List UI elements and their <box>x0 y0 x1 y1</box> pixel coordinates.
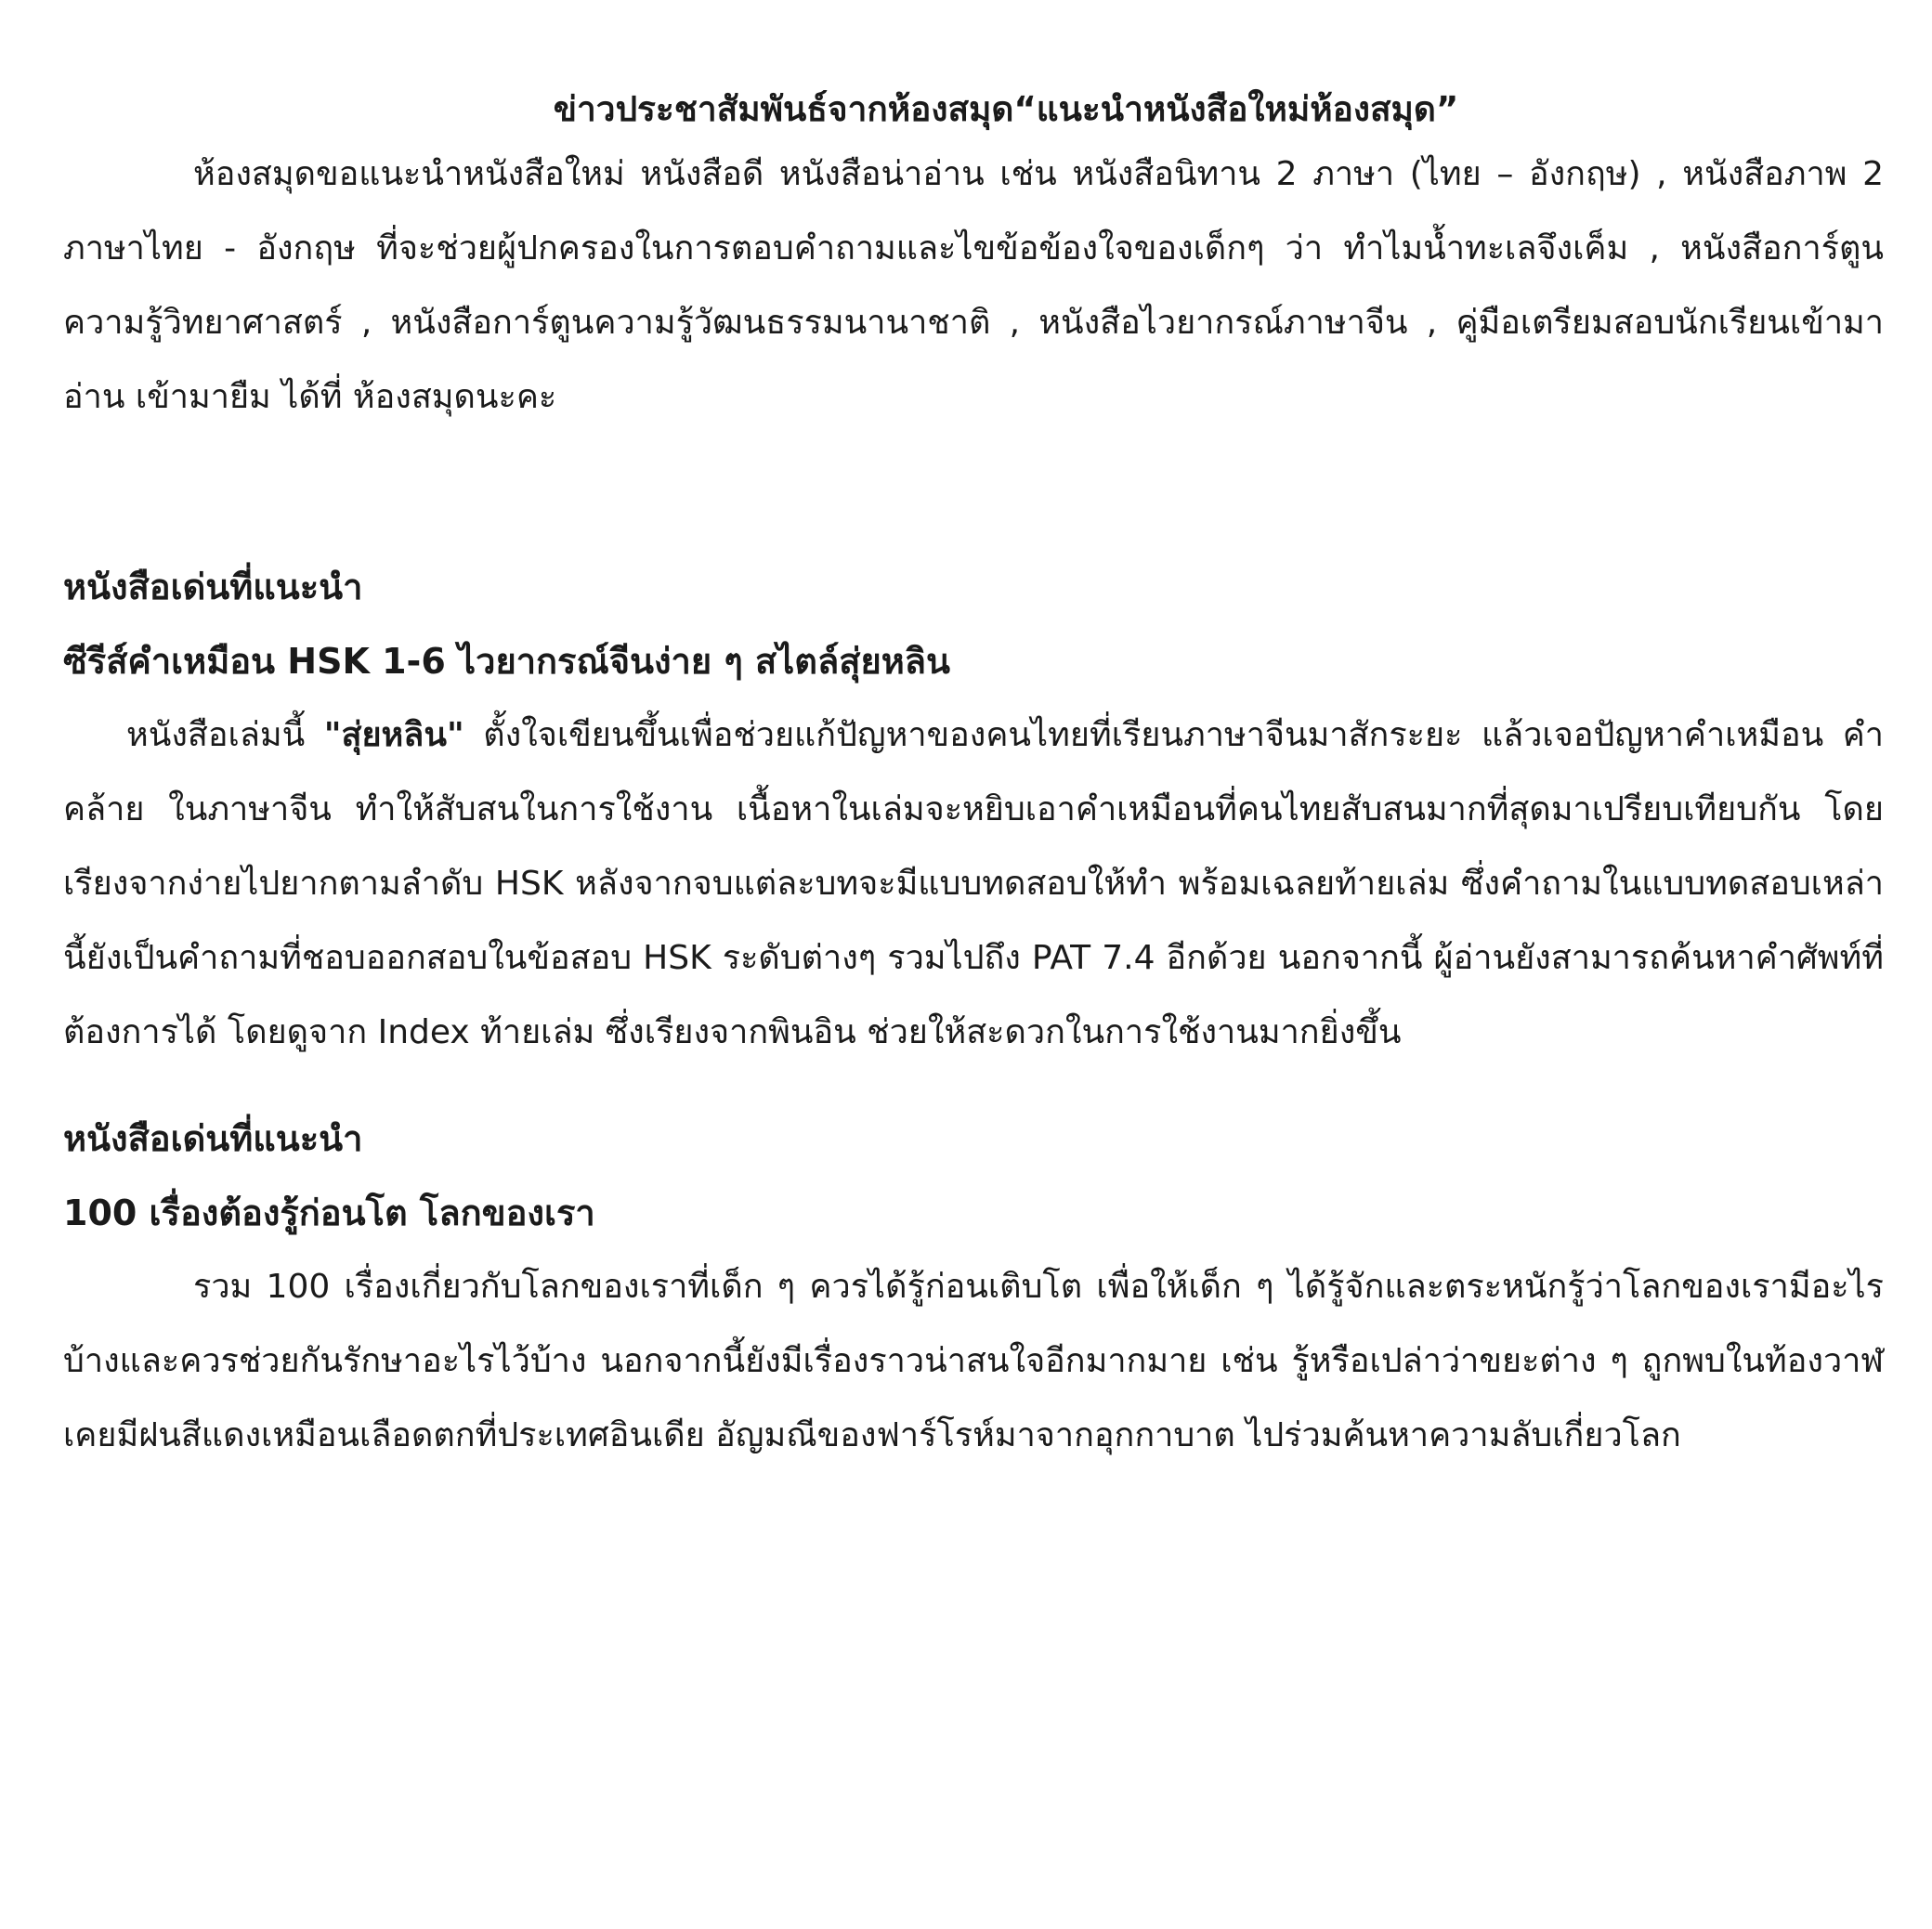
document-title: ข่าวประชาสัมพันธ์จากห้องสมุด“แนะนำหนังสือใหม่ห้องสมุด” <box>553 89 1459 129</box>
intro-paragraph: ห้องสมุดขอแนะนำหนังสือใหม่ หนังสือดี หนังสือน่าอ่าน เช่น หนังสือนิทาน 2 ภาษา (ไทย – อังกฤษ) , หนังสือภาพ 2 ภาษาไทย - อังกฤษ ที่จะช่วยผู้ปกครองในการตอบคำถามและไขข้อข้องใจของเด็กๆ ว่า ทำไมน้ำทะเลจึงเค็ม , หนังสือการ์ตูนความรู้วิทยาศาสตร์ , หนังสือการ์ตูนความรู้วัฒนธรรมนานาชาติ , หนังสือไวยากรณ์ภาษาจีน , คู่มือเตรียมสอบนักเรียนเข้ามาอ่าน เข้ามายืม ได้ที่ ห้องสมุดนะคะ <box>63 155 1884 416</box>
book1-desc-prefix: หนังสือเล่มนี้ <box>126 716 324 754</box>
book1-title: ซีรีส์คำเหมือน HSK 1-6 ไวยากรณ์จีนง่าย ๆ สไตล์สุ่ยหลิน <box>63 641 951 682</box>
book2-title: 100 เรื่องต้องรู้ก่อนโต โลกของเรา <box>63 1193 595 1233</box>
book1-description <box>63 698 1884 1070</box>
document-page <box>63 82 1884 1473</box>
section-spacer <box>63 435 1884 550</box>
book1-section-label: หนังสือเด่นที่แนะนำ <box>63 567 363 607</box>
section-spacer <box>63 1070 1884 1101</box>
book2-description: รวม 100 เรื่องเกี่ยวกับโลกของเราที่เด็ก ๆ ควรได้รู้ก่อนเติบโต เพื่อให้เด็ก ๆ ได้รู้จักและตระหนักรู้ว่าโลกของเรามีอะไรบ้างและควรช่วยกันรักษาอะไรไว้บ้าง นอกจากนี้ยังมีเรื่องราวน่าสนใจอีกมากมาย เช่น รู้หรือเปล่าว่าขยะต่าง ๆ ถูกพบในท้องวาฬ เคยมีฝนสีแดงเหมือนเลือดตกที่ประเทศอินเดีย อัญมณีของฟาร์โรห์มาจากอุกกาบาต ไปร่วมค้นหาความลับเกี่ยวโลก <box>63 1268 1884 1454</box>
book1-author-name: "สุ่ยหลิน" <box>323 716 464 754</box>
book1-desc-rest: ตั้งใจเขียนขึ้นเพื่อช่วยแก้ปัญหาของคนไทยที่เรียนภาษาจีนมาสักระยะ แล้วเจอปัญหาคำเหมือน คำคล้าย ในภาษาจีน ทำให้สับสนในการใช้งาน เนื้อหาในเล่มจะหยิบเอาคำเหมือนที่คนไทยสับสนมากที่สุดมาเปรียบเทียบกัน โดยเรียงจากง่ายไปยากตามลำดับ HSK หลังจากจบแต่ละบทจะมีแบบทดสอบให้ทำ พร้อมเฉลยท้ายเล่ม ซึ่งคำถามในแบบทดสอบเหล่านี้ยังเป็นคำถามที่ชอบออกสอบในข้อสอบ HSK ระดับต่างๆ รวมไปถึง PAT 7.4 อีกด้วย นอกจากนี้ ผู้อ่านยังสามารถค้นหาคำศัพท์ที่ต้องการได้ โดยดูจาก Index ท้ายเล่ม ซึ่งเรียงจากพินอิน ช่วยให้สะดวกในการใช้งานมากยิ่งขึ้น <box>63 716 1884 1051</box>
book2-section-label: หนังสือเด่นที่แนะนำ <box>63 1118 363 1159</box>
